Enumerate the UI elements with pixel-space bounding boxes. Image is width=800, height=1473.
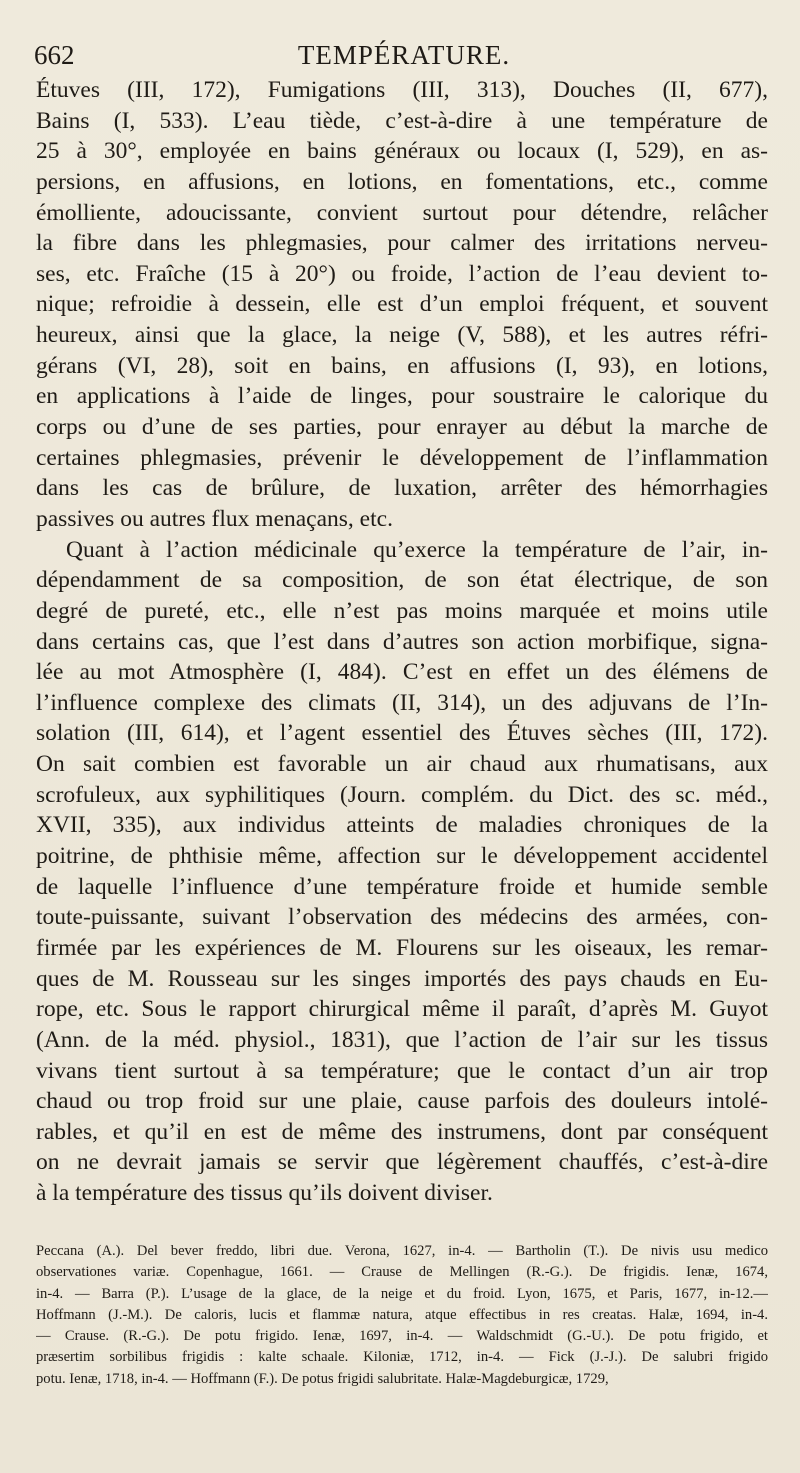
body-line: dépendamment de sa composition, de son état électrique, de son xyxy=(36,567,768,594)
body-line: persions, en affusions, en lotions, en fomentations, etc., comme xyxy=(36,168,768,195)
body-line: à la température des tissus qu’ils doivent diviser. xyxy=(36,1180,493,1207)
body-line: ses, etc. Fraîche (15 à 20°) ou froide, l’action de l’eau devient to- xyxy=(36,260,768,287)
body-line: On sait combien est favorable un air chaud aux rhumatisans, aux xyxy=(36,751,768,778)
body-line: 25 à 30°, employée en bains généraux ou locaux (I, 529), en as- xyxy=(36,138,768,165)
body-text xyxy=(36,75,768,1209)
body-line: vivans tient surtout à sa température; que le contact d’un air trop xyxy=(36,1057,768,1084)
body-line: poitrine, de phthisie même, affection sur le développement accidentel xyxy=(36,843,768,870)
body-line: Étuves (III, 172), Fumigations (III, 313), Douches (II, 677), xyxy=(36,77,768,103)
body-line: chaud ou trop froid sur une plaie, cause parfois des douleurs intolé- xyxy=(36,1088,768,1115)
reference-line: in-4. — Barra (P.). L’usage de la glace, de la neige et du froid. Lyon, 1675, et Paris, 1677, in-12.— xyxy=(36,1285,768,1302)
reference-line: præsertim sorbilibus frigidis : kalte schaale. Kiloniæ, 1712, in-4. — Fick (J.-J.). De salubri frigido xyxy=(36,1349,768,1366)
body-line: dans les cas de brûlure, de luxation, arrêter des hémorrhagies xyxy=(36,475,768,502)
body-line: corps ou d’une de ses parties, pour enrayer au début la marche de xyxy=(36,414,768,441)
body-line: ques de M. Rousseau sur les singes importés des pays chauds en Eu- xyxy=(36,965,768,992)
body-line: l’influence complexe des climats (II, 314), un des adjuvans de l’In- xyxy=(36,689,768,716)
body-line: Quant à l’action médicinale qu’exerce la température de l’air, in- xyxy=(66,536,768,563)
reference-line: observationes variæ. Copenhague, 1661. — Crause de Mellingen (R.-G.). De frigidis. Ienæ, 1674, xyxy=(36,1264,768,1281)
body-line: degré de pureté, etc., elle n’est pas moins marquée et moins utile xyxy=(36,597,768,624)
page-number: 662 xyxy=(34,40,75,70)
reference-line: Peccana (A.). Del bever freddo, libri due. Verona, 1627, in-4. — Bartholin (T.). De nivis usu medico xyxy=(36,1243,768,1259)
body-line: certaines phlegmasies, prévenir le développement de l’inflammation xyxy=(36,444,768,471)
body-line: émolliente, adoucissante, convient surtout pour détendre, relâcher xyxy=(36,199,768,226)
body-line: toute-puissante, suivant l’observation des médecins des armées, con- xyxy=(36,904,768,931)
body-line: heureux, ainsi que la glace, la neige (V, 588), et les autres réfri- xyxy=(36,322,768,349)
body-line: la fibre dans les phlegmasies, pour calmer des irritations nerveu- xyxy=(36,230,768,257)
body-line: lée au mot Atmosphère (I, 484). C’est en effet un des élémens de xyxy=(36,659,768,686)
running-title: TEMPÉRATURE. xyxy=(297,40,511,70)
body-line: rope, etc. Sous le rapport chirurgical même il paraît, d’après M. Guyot xyxy=(36,996,768,1023)
body-line: de laquelle l’influence d’une température froide et humide semble xyxy=(36,873,768,900)
page-header xyxy=(34,34,774,74)
body-line: (Ann. de la méd. physiol., 1831), que l’action de l’air sur les tissus xyxy=(36,1026,768,1053)
bibliography xyxy=(36,1241,768,1390)
body-line: dans certains cas, que l’est dans d’autres son action morbifique, signa- xyxy=(36,628,768,655)
body-line: on ne devrait jamais se servir que légèrement chauffés, c’est-à-dire xyxy=(36,1149,768,1176)
body-line: en applications à l’aide de linges, pour soustraire le calorique du xyxy=(36,383,768,410)
body-line: gérans (VI, 28), soit en bains, en affusions (I, 93), en lotions, xyxy=(36,352,768,379)
body-line: passives ou autres flux menaçans, etc. xyxy=(36,505,393,532)
body-line: Bains (I, 533). L’eau tiède, c’est-à-dire à une température de xyxy=(36,107,768,134)
reference-line: — Crause. (R.-G.). De potu frigido. Ienæ, 1697, in-4. — Waldschmidt (G.-U.). De potu frigido, et xyxy=(36,1328,768,1345)
body-line: firmée par les expériences de M. Flourens sur les oiseaux, les remar- xyxy=(36,934,768,961)
body-line: XVII, 335), aux individus atteints de maladies chroniques de la xyxy=(36,812,768,839)
body-line: rables, et qu’il en est de même des instrumens, dont par conséquent xyxy=(36,1118,768,1145)
body-line: solation (III, 614), et l’agent essentiel des Étuves sèches (III, 172). xyxy=(36,720,768,747)
body-line: scrofuleux, aux syphilitiques (Journ. complém. du Dict. des sc. méd., xyxy=(36,781,768,808)
reference-line: Hoffmann (J.-M.). De caloris, lucis et flammæ natura, atque effectibus in res creatas. Halæ, 1694, in-4. xyxy=(36,1306,768,1323)
body-line: nique; refroidie à dessein, elle est d’un emploi fréquent, et souvent xyxy=(36,291,768,318)
reference-line: potu. Ienæ, 1718, in-4. — Hoffmann (F.). De potus frigidi salubritate. Halæ-Magdeburgicæ, 1729, xyxy=(36,1370,609,1387)
